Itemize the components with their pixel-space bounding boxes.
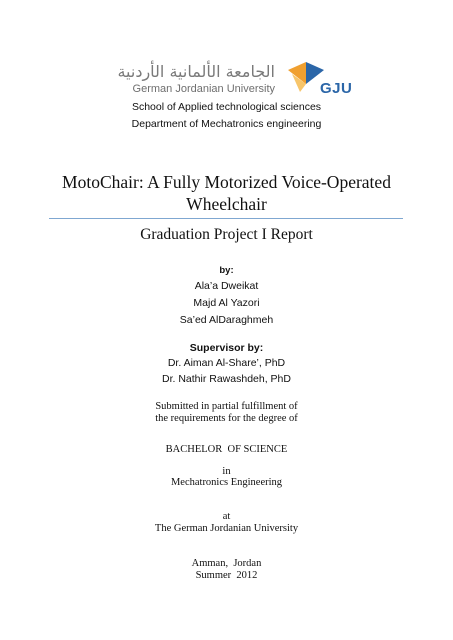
title-divider bbox=[49, 218, 403, 219]
authors-label: by: bbox=[219, 265, 234, 276]
report-title-line-1: MotoChair: A Fully Motorized Voice-Operated bbox=[62, 172, 391, 192]
university-name: The German Jordanian University bbox=[154, 523, 299, 534]
author-name: Sa’ed AlDaraghmeh bbox=[179, 314, 274, 326]
term-date: Summer 2012 bbox=[195, 570, 258, 581]
report-title-line-2: Wheelchair bbox=[186, 194, 267, 214]
report-title bbox=[0, 171, 453, 215]
supervisor-name: Dr. Nathir Rawashdeh, PhD bbox=[162, 373, 291, 385]
supervisors-label: Supervisor by: bbox=[189, 342, 264, 354]
department-name: Department of Mechatronics engineering bbox=[131, 118, 322, 130]
submission-statement-line-1: Submitted in partial fulfillment of bbox=[155, 401, 298, 412]
school-name: School of Applied technological sciences bbox=[131, 101, 322, 113]
degree-name: BACHELOR OF SCIENCE bbox=[165, 444, 288, 455]
supervisor-name: Dr. Aiman Al-Share’, PhD bbox=[167, 357, 286, 369]
field-of-study: Mechatronics Engineering bbox=[170, 477, 283, 488]
at-connector: at bbox=[222, 511, 231, 522]
logo-abbreviation: GJU bbox=[320, 80, 353, 97]
report-subtitle: Graduation Project I Report bbox=[140, 226, 313, 243]
logo-english-text: German Jordanian University bbox=[132, 83, 275, 95]
author-name: Majd Al Yazori bbox=[193, 297, 260, 309]
in-connector: in bbox=[222, 466, 231, 477]
author-name: Ala’a Dweikat bbox=[194, 280, 259, 292]
submission-statement-line-2: the requirements for the degree of bbox=[155, 413, 298, 424]
location: Amman, Jordan bbox=[191, 558, 262, 569]
logo-arabic-text: الجامعة الألمانية الأردنية bbox=[117, 62, 275, 81]
